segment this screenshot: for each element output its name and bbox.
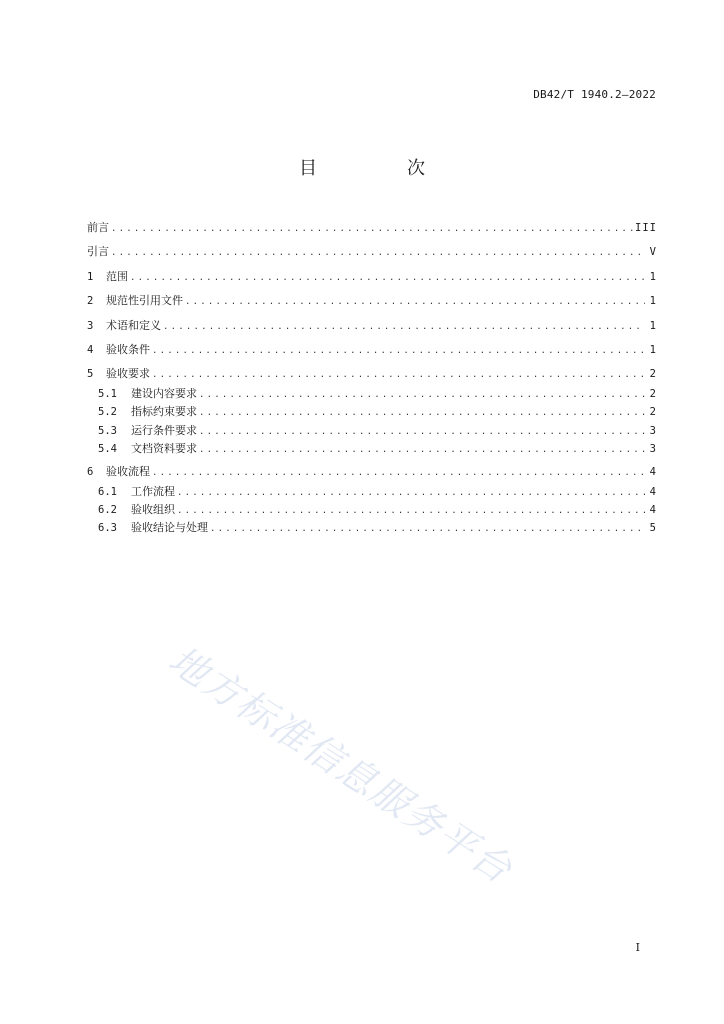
dot-leader bbox=[199, 425, 645, 439]
toc-label: 建设内容要求 bbox=[131, 386, 197, 400]
toc-section-number: 4 bbox=[87, 343, 94, 356]
toc-label: 指标约束要求 bbox=[131, 405, 197, 419]
toc-page-number: III bbox=[635, 222, 657, 234]
toc-label: 验收结论与处理 bbox=[131, 521, 208, 535]
toc-label: 验收流程 bbox=[106, 465, 150, 479]
toc-page-number: V bbox=[649, 246, 657, 259]
toc-entry-scope[interactable] bbox=[87, 270, 657, 294]
toc-subentry-workflow[interactable] bbox=[87, 485, 657, 503]
dot-leader bbox=[130, 271, 645, 285]
dot-leader bbox=[152, 344, 645, 358]
dot-leader bbox=[111, 222, 633, 236]
page-title: 目 次 bbox=[299, 158, 461, 179]
toc-subentry-index-constraints[interactable] bbox=[87, 405, 657, 423]
toc-section-number: 3 bbox=[87, 319, 94, 332]
toc-entry-acceptance-conditions[interactable] bbox=[87, 343, 657, 367]
toc-section-number: 6 bbox=[87, 466, 94, 479]
page-number-footer: I bbox=[635, 941, 640, 954]
toc-label: 验收组织 bbox=[131, 503, 175, 517]
toc-subentry-construction-content[interactable] bbox=[87, 387, 657, 405]
toc-subentry-documentation[interactable] bbox=[87, 442, 657, 460]
watermark: 地方标准信息服务平台 bbox=[161, 637, 521, 893]
toc-label: 规范性引用文件 bbox=[106, 294, 183, 308]
toc-page-number: 1 bbox=[649, 270, 657, 283]
toc-subentry-conclusion-handling[interactable] bbox=[87, 521, 657, 539]
toc-page-number: 5 bbox=[649, 522, 657, 535]
toc-section-number: 6.2 bbox=[98, 504, 117, 517]
dot-leader bbox=[177, 486, 645, 500]
dot-leader bbox=[210, 522, 645, 536]
toc-entry-introduction[interactable] bbox=[87, 245, 657, 269]
dot-leader bbox=[111, 246, 645, 260]
toc-label: 验收要求 bbox=[106, 367, 150, 381]
toc-section-number: 5.1 bbox=[98, 387, 117, 400]
dot-leader bbox=[199, 406, 645, 420]
toc-section-number: 5.4 bbox=[98, 442, 117, 455]
toc-subentry-acceptance-organization[interactable] bbox=[87, 503, 657, 521]
toc-page-number: 1 bbox=[649, 343, 657, 356]
toc-section-number: 5 bbox=[87, 368, 94, 381]
toc-label: 工作流程 bbox=[131, 484, 175, 498]
toc-page-number: 3 bbox=[649, 424, 657, 437]
toc-section-number: 6.3 bbox=[98, 522, 117, 535]
toc-section-number: 6.1 bbox=[98, 485, 117, 498]
standard-code: DB42/T 1940.2—2022 bbox=[533, 88, 656, 101]
toc-label: 范围 bbox=[106, 269, 128, 283]
toc-page-number: 1 bbox=[649, 319, 657, 332]
toc-page-number: 2 bbox=[649, 406, 657, 419]
toc-label: 引言 bbox=[87, 245, 109, 259]
toc-section-number: 5.3 bbox=[98, 424, 117, 437]
table-of-contents bbox=[87, 221, 657, 540]
dot-leader bbox=[177, 504, 645, 518]
toc-section-number: 2 bbox=[87, 295, 94, 308]
toc-label: 文档资料要求 bbox=[131, 441, 197, 455]
toc-label: 运行条件要求 bbox=[131, 423, 197, 437]
toc-section-number: 5.2 bbox=[98, 406, 117, 419]
dot-leader bbox=[163, 320, 645, 334]
toc-page-number: 1 bbox=[649, 295, 657, 308]
toc-label: 验收条件 bbox=[106, 342, 150, 356]
toc-page-number: 4 bbox=[649, 466, 657, 479]
toc-entry-foreword[interactable] bbox=[87, 221, 657, 245]
toc-entry-terms-definitions[interactable] bbox=[87, 319, 657, 343]
toc-page-number: 3 bbox=[649, 442, 657, 455]
toc-page-number: 4 bbox=[649, 485, 657, 498]
dot-leader bbox=[152, 466, 645, 480]
dot-leader bbox=[185, 295, 645, 309]
toc-entry-normative-references[interactable] bbox=[87, 294, 657, 318]
toc-subentry-operating-conditions[interactable] bbox=[87, 424, 657, 442]
toc-label: 术语和定义 bbox=[106, 318, 161, 332]
toc-page-number: 2 bbox=[649, 387, 657, 400]
toc-section-number: 1 bbox=[87, 270, 94, 283]
toc-page-number: 4 bbox=[649, 504, 657, 517]
toc-label: 前言 bbox=[87, 221, 109, 234]
dot-leader bbox=[152, 368, 645, 382]
dot-leader bbox=[199, 443, 645, 457]
toc-page-number: 2 bbox=[649, 368, 657, 381]
dot-leader bbox=[199, 388, 645, 402]
